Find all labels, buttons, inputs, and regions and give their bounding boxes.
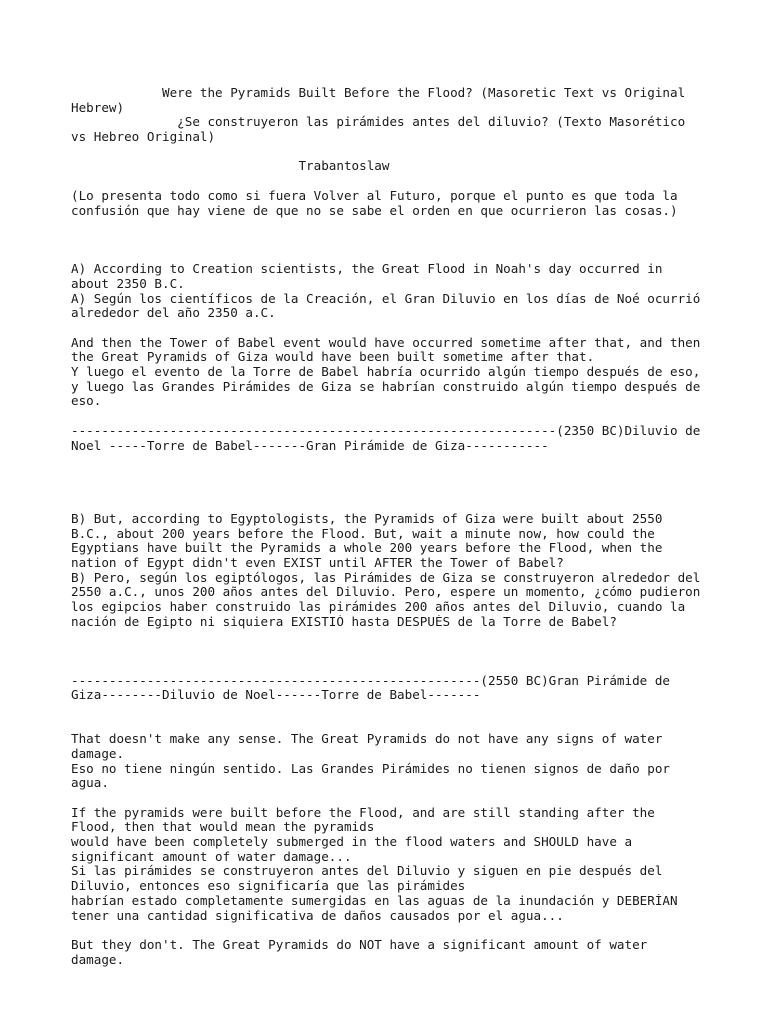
intro-paragraph	[71, 189, 701, 218]
paragraph-line: significant amount of water damage...	[71, 849, 352, 864]
blank-line	[71, 791, 701, 806]
blank-line	[71, 659, 701, 674]
paragraph-line: But they don't. The Great Pyramids do NOT have a significant amount of water	[71, 937, 648, 952]
paragraph-line: would have been completely submerged in the flood waters and SHOULD have a	[71, 835, 633, 850]
blank-line	[71, 629, 701, 644]
document-page	[71, 86, 701, 967]
paragraph-line: damage.	[71, 952, 125, 967]
title-line: Were the Pyramids Built Before the Flood? (Masoretic Text vs Original	[71, 86, 686, 100]
paragraph-line: B) But, according to Egyptologists, the Pyramids of Giza were built about 2550	[71, 511, 663, 526]
paragraph-line: (Lo presenta todo como si fuera Volver al Futuro, porque el punto es que toda la	[71, 188, 678, 203]
blank-line	[71, 174, 701, 189]
paragraph-line: confusión que hay viene de que no se sabe el orden en que ocurrieron las cosas.)	[71, 203, 678, 218]
blank-line	[71, 497, 701, 512]
paragraph-line: the Great Pyramids of Giza would have been built sometime after that.	[71, 350, 595, 365]
paragraph-line: Flood, then that would mean the pyramids	[71, 820, 375, 835]
title-line: Hebrew)	[71, 100, 125, 115]
blank-line	[71, 145, 701, 160]
blank-line	[71, 248, 701, 263]
document-title	[71, 86, 701, 145]
timeline-line: Noel -----Torre de Babel-------Gran Pirámide de Giza-----------	[71, 438, 549, 453]
section-a2-paragraph	[71, 336, 701, 409]
timeline-line: ------------------------------------------------------(2550 BC)Gran Pirámide de	[71, 673, 670, 688]
blank-line	[71, 468, 701, 483]
paragraph-line: eso.	[71, 394, 102, 409]
paragraph-line: If the pyramids were built before the Flood, and are still standing after the	[71, 805, 655, 820]
paragraph-line: B) Pero, según los egiptólogos, las Pirámides de Giza se construyeron alrededor del	[71, 570, 701, 585]
paragraph-line: Y luego el evento de la Torre de Babel habría ocurrido algún tiempo después de eso,	[71, 365, 701, 380]
blank-line	[71, 718, 701, 733]
paragraph-line: That doesn't make any sense. The Great Pyramids do not have any signs of water	[71, 732, 663, 747]
paragraph-line: B.C., about 200 years before the Flood. But, wait a minute now, how could the	[71, 526, 655, 541]
title-line: ¿Se construyeron las pirámides antes del diluvio? (Texto Masorético	[71, 115, 686, 130]
blank-line	[71, 923, 701, 938]
paragraph-line: 2550 a.C., unos 200 años antes del Diluvio. Pero, espere un momento, ¿cómo pudieron	[71, 585, 701, 600]
blank-line	[71, 703, 701, 718]
section-c-paragraph	[71, 732, 701, 791]
section-a-paragraph	[71, 262, 701, 321]
paragraph-line: agua.	[71, 776, 109, 791]
paragraph-line: habrían estado completamente sumergidas en las aguas de la inundación y DEBERÍAN	[71, 893, 678, 908]
timeline-line: ----------------------------------------------------------------(2350 BC)Diluvio de	[71, 423, 701, 438]
paragraph-line: Si las pirámides se construyeron antes del Diluvio y siguen en pie después del	[71, 864, 663, 879]
document-author: Trabantoslaw	[71, 159, 390, 174]
blank-line	[71, 453, 701, 468]
paragraph-line: A) Según los científicos de la Creación, el Gran Diluvio en los días de Noé ocurrió	[71, 291, 701, 306]
timeline-b	[71, 674, 701, 703]
paragraph-line: And then the Tower of Babel event would have occurred sometime after that, and then	[71, 335, 701, 350]
timeline-a	[71, 424, 701, 453]
paragraph-line: Egyptians have built the Pyramids a whole 200 years before the Flood, when the	[71, 541, 663, 556]
paragraph-line: y luego las Grandes Pirámides de Giza se habrían construido algún tiempo después de	[71, 379, 701, 394]
timeline-line: Giza--------Diluvio de Noel------Torre de Babel-------	[71, 688, 481, 703]
blank-line	[71, 644, 701, 659]
blank-line	[71, 483, 701, 498]
blank-line	[71, 233, 701, 248]
paragraph-line: Diluvio, entonces eso significaría que las pirámides	[71, 879, 466, 894]
paragraph-line: about 2350 B.C.	[71, 276, 185, 291]
paragraph-line: Eso no tiene ningún sentido. Las Grandes Pirámides no tienen signos de daño por	[71, 761, 670, 776]
paragraph-line: alrededor del año 2350 a.C.	[71, 306, 276, 321]
paragraph-line: nation of Egypt didn't even EXIST until AFTER the Tower of Babel?	[71, 556, 564, 570]
paragraph-line: tener una cantidad significativa de daños causados por el agua...	[71, 908, 564, 923]
blank-line	[71, 218, 701, 233]
section-b-paragraph	[71, 512, 701, 630]
title-line: vs Hebreo Original)	[71, 130, 216, 145]
paragraph-line: nación de Egipto ni siquiera EXISTIÓ hasta DESPUÉS de la Torre de Babel?	[71, 614, 617, 629]
blank-line	[71, 409, 701, 424]
paragraph-line: damage.	[71, 746, 125, 761]
section-d-paragraph	[71, 806, 701, 924]
blank-line	[71, 321, 701, 336]
section-e-paragraph	[71, 938, 701, 967]
paragraph-line: los egipcios haber construido las pirámides 200 años antes del Diluvio, cuando la	[71, 600, 686, 615]
paragraph-line: A) According to Creation scientists, the Great Flood in Noah's day occurred in	[71, 262, 663, 277]
